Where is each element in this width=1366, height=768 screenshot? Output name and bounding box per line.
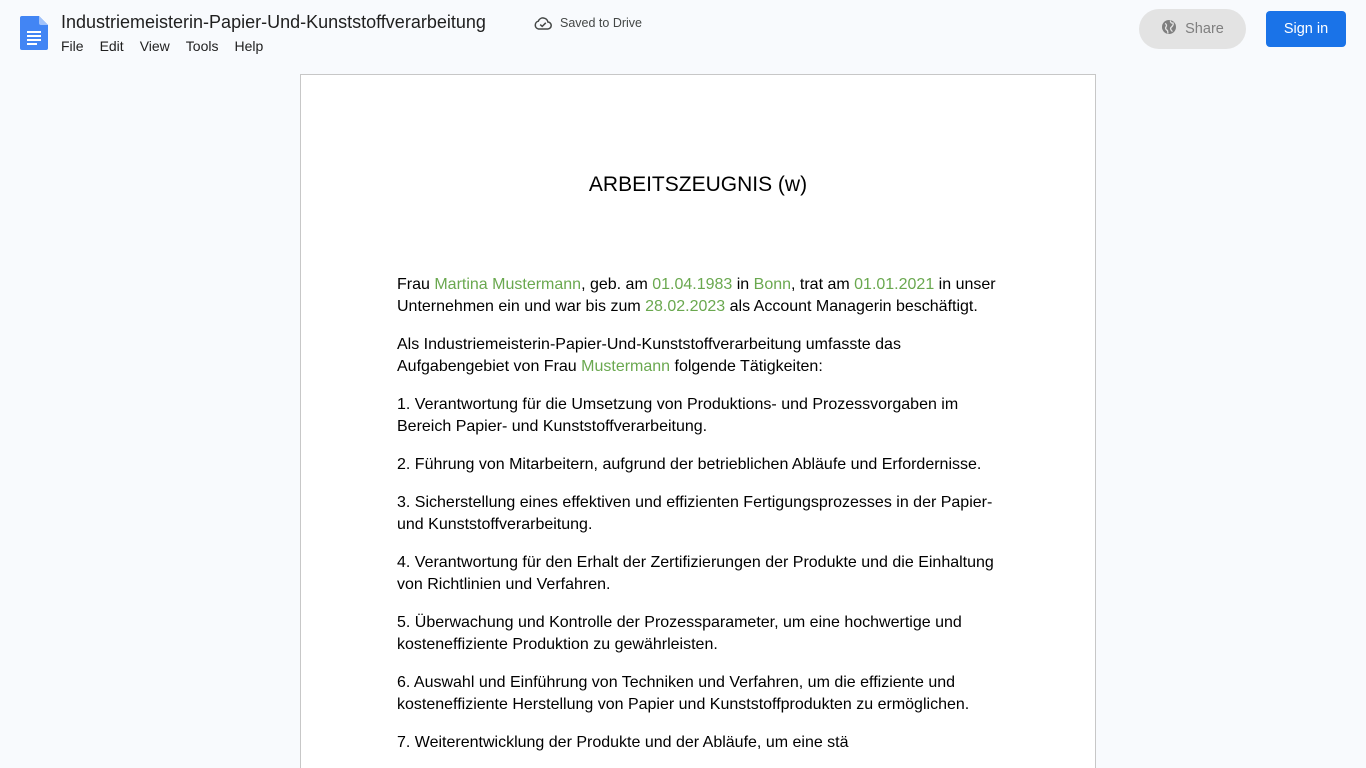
document-page[interactable] xyxy=(300,74,1096,768)
duty-item: 6. Auswahl und Einführung von Techniken und Verfahren, um die effiziente und kosteneffiziente Herstellung von Papier und Kunststoffprodukten zu ermöglichen. xyxy=(397,674,970,713)
cloud-done-icon xyxy=(534,16,552,30)
document-title[interactable]: Industriemeisterin-Papier-Und-Kunststoffverarbeitung xyxy=(61,12,486,32)
duty-item: 7. Weiterentwicklung der Produkte und der Abläufe, um eine stä xyxy=(397,734,849,751)
menu-tools[interactable]: Tools xyxy=(185,38,219,54)
share-button[interactable] xyxy=(1139,9,1246,49)
menu-bar xyxy=(53,36,271,56)
sign-in-button[interactable]: Sign in xyxy=(1266,11,1346,47)
saved-status[interactable] xyxy=(534,13,642,33)
google-docs-icon[interactable] xyxy=(20,16,48,50)
duty-item: 5. Überwachung und Kontrolle der Prozessparameter, um eine hochwertige und kosteneffiziente Produktion zu gewährleisten. xyxy=(397,614,962,653)
intro-paragraph: Frau Martina Mustermann, geb. am 01.04.1983 in Bonn, trat am 01.01.2021 in unser Unternehmen ein und war bis zum 28.02.2023 als Account Managerin beschäftigt. xyxy=(397,276,996,315)
employee-surname: Mustermann xyxy=(581,358,671,375)
birth-date: 01.04.1983 xyxy=(652,276,733,293)
employee-name: Martina Mustermann xyxy=(434,276,582,293)
duty-item: 1. Verantwortung für die Umsetzung von Produktions- und Prozessvorgaben im Bereich Papier- und Kunststoffverarbeitung. xyxy=(397,396,959,435)
document-body xyxy=(397,274,997,768)
share-button-label: Share xyxy=(1185,21,1224,37)
saved-status-label: Saved to Drive xyxy=(560,16,642,30)
duty-item: 4. Verantwortung für den Erhalt der Zertifizierungen der Produkte und die Einhaltung von Richtlinien und Verfahren. xyxy=(397,554,994,593)
birth-city: Bonn xyxy=(753,276,792,293)
menu-view[interactable]: View xyxy=(139,38,170,54)
document-heading: ARBEITSZEUGNIS (w) xyxy=(588,173,808,196)
menu-help[interactable]: Help xyxy=(234,38,264,54)
app-header xyxy=(0,0,1366,64)
end-date: 28.02.2023 xyxy=(645,298,726,315)
duties-intro-paragraph: Als Industriemeisterin-Papier-Und-Kunststoffverarbeitung umfasste das Aufgabengebiet von Frau Mustermann folgende Tätigkeiten: xyxy=(397,336,901,375)
globe-icon xyxy=(1161,19,1177,39)
duty-item: 3. Sicherstellung eines effektiven und effizienten Fertigungsprozesses in der Papier- und Kunststoffverarbeitung. xyxy=(397,494,993,533)
menu-file[interactable]: File xyxy=(61,38,84,54)
start-date: 01.01.2021 xyxy=(854,276,935,293)
duty-item: 2. Führung von Mitarbeitern, aufgrund der betrieblichen Abläufe und Erfordernisse. xyxy=(397,456,982,473)
menu-edit[interactable]: Edit xyxy=(99,38,124,54)
